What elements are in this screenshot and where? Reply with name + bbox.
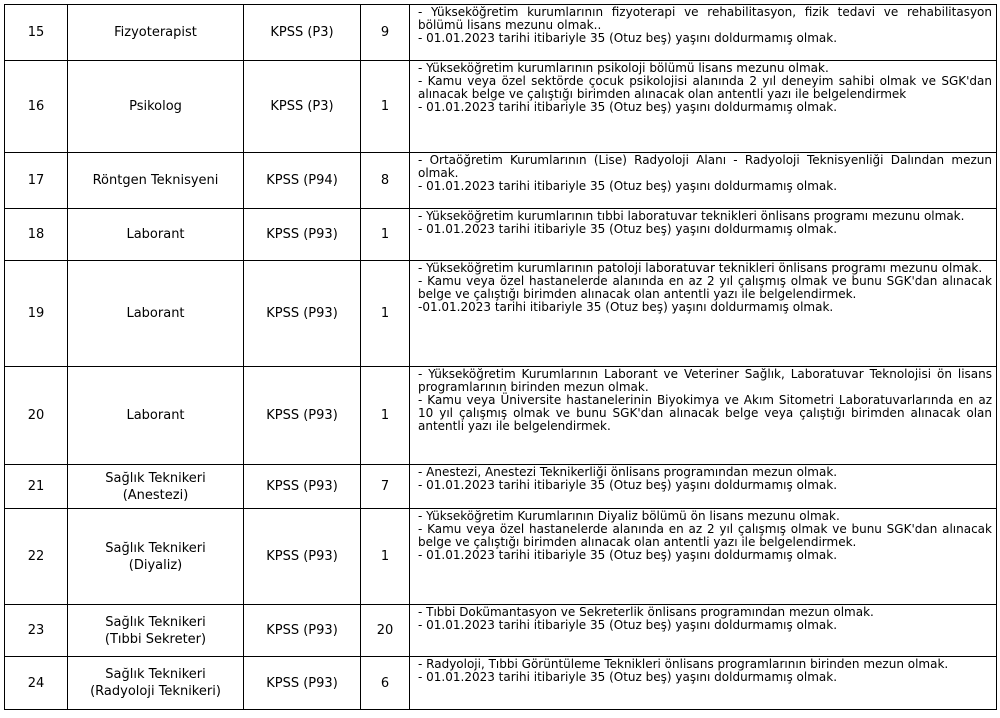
- requirement-line: - Kamu veya özel sektörde çocuk psikolojisi alanında 2 yıl deneyim sahibi olmak ve SGK'dan alınacak belge ve çalıştığı birimden alınacak olan antentli yazı ile belgelendirmek: [418, 74, 992, 101]
- exam-type: KPSS (P93): [244, 465, 361, 509]
- requirements-cell: [410, 509, 997, 605]
- requirement-line: - Yükseköğretim kurumlarının patoloji laboratuvar teknikleri önlisans programı mezunu olmak.: [418, 261, 983, 275]
- position-title-line: (Tıbbi Sekreter): [104, 631, 207, 647]
- position-count: 9: [361, 5, 410, 61]
- requirement-line: -01.01.2023 tarihi itibariyle 35 (Otuz beş) yaşını doldurmamış olmak.: [418, 300, 834, 314]
- position-count: 1: [361, 367, 410, 465]
- table-row: [5, 367, 997, 465]
- exam-type: KPSS (P94): [244, 153, 361, 209]
- exam-type: KPSS (P93): [244, 657, 361, 710]
- position-title-line: (Anestezi): [122, 487, 189, 503]
- exam-type: KPSS (P93): [244, 367, 361, 465]
- position-title-line: Fizyoterapist: [114, 25, 197, 40]
- position-count: 1: [361, 509, 410, 605]
- requirement-line: - Ortaöğretim Kurumlarının (Lise) Radyoloji Alanı - Radyoloji Teknisyenliği Dalından mezun olmak.: [418, 153, 992, 180]
- row-number: 23: [5, 605, 68, 657]
- requirement-line: - Yükseköğretim Kurumlarının Diyaliz bölümü ön lisans mezunu olmak.: [418, 509, 840, 523]
- position-title-line: Sağlık Teknikeri: [105, 540, 206, 556]
- exam-type: KPSS (P3): [244, 61, 361, 153]
- position-title-line: Psikolog: [129, 99, 182, 114]
- requirements-cell: [410, 261, 997, 367]
- table-row: [5, 209, 997, 261]
- position-title: [68, 465, 244, 509]
- requirements-cell: [410, 465, 997, 509]
- requirement-line: - 01.01.2023 tarihi itibariyle 35 (Otuz beş) yaşını doldurmamış olmak.: [418, 31, 838, 45]
- position-title-line: Röntgen Teknisyeni: [92, 173, 219, 188]
- requirement-line: - 01.01.2023 tarihi itibariyle 35 (Otuz beş) yaşını doldurmamış olmak.: [418, 478, 838, 492]
- position-title: [68, 61, 244, 153]
- position-count: 1: [361, 61, 410, 153]
- requirement-line: - Kamu veya Üniversite hastanelerinin Biyokimya ve Akım Sitometri Laboratuvarlarında en az 10 yıl çalışmış olmak ve bunu SGK'dan alınacak belge veya çalıştığı birimden alınacak olan antentli yazı ile belgelendirmek.: [418, 393, 992, 433]
- requirement-line: - 01.01.2023 tarihi itibariyle 35 (Otuz beş) yaşını doldurmamış olmak.: [418, 100, 838, 114]
- requirement-line: - Radyoloji, Tıbbi Görüntüleme Teknikleri önlisans programlarının birinden mezun olmak.: [418, 657, 949, 671]
- row-number: 15: [5, 5, 68, 61]
- exam-type: KPSS (P3): [244, 5, 361, 61]
- table-row: [5, 153, 997, 209]
- requirements-cell: [410, 657, 997, 710]
- position-count: 7: [361, 465, 410, 509]
- row-number: 19: [5, 261, 68, 367]
- table-row: [5, 261, 997, 367]
- exam-type: KPSS (P93): [244, 605, 361, 657]
- position-title-line: Laborant: [126, 227, 185, 242]
- requirement-line: - 01.01.2023 tarihi itibariyle 35 (Otuz beş) yaşını doldurmamış olmak.: [418, 179, 838, 193]
- requirements-cell: [410, 367, 997, 465]
- row-number: 22: [5, 509, 68, 605]
- requirement-line: - Tıbbi Dokümantasyon ve Sekreterlik önlisans programından mezun olmak.: [418, 605, 874, 619]
- position-count: 1: [361, 261, 410, 367]
- row-number: 16: [5, 61, 68, 153]
- position-title-line: (Radyoloji Teknikeri): [90, 684, 221, 699]
- requirement-line: - 01.01.2023 tarihi itibariyle 35 (Otuz beş) yaşını doldurmamış olmak.: [418, 222, 838, 236]
- requirement-line: - Kamu veya özel hastanelerde alanında en az 2 yıl çalışmış olmak ve bunu SGK'dan alınacak belge ve çalıştığı birimden alınacak olan antentli yazı ile belgelendirmek.: [418, 274, 992, 301]
- requirements-cell: [410, 5, 997, 61]
- position-title-line: Sağlık Teknikeri: [105, 614, 206, 630]
- position-title: [68, 605, 244, 657]
- position-title-line: Sağlık Teknikeri: [105, 667, 206, 682]
- position-count: 8: [361, 153, 410, 209]
- position-title: [68, 261, 244, 367]
- row-number: 24: [5, 657, 68, 710]
- requirement-line: - Yükseköğretim kurumlarının tıbbi laboratuvar teknikleri önlisans programı mezunu olmak.: [418, 209, 965, 223]
- position-count: 1: [361, 209, 410, 261]
- requirements-cell: [410, 605, 997, 657]
- requirement-line: - Anestezi, Anestezi Teknikerliği önlisans programından mezun olmak.: [418, 465, 838, 479]
- position-title-line: (Diyaliz): [128, 557, 183, 573]
- table-row: [5, 605, 997, 657]
- requirement-line: - 01.01.2023 tarihi itibariyle 35 (Otuz beş) yaşını doldurmamış olmak.: [418, 618, 838, 632]
- requirements-cell: [410, 61, 997, 153]
- position-title-line: Sağlık Teknikeri: [105, 470, 206, 486]
- table-row: [5, 657, 997, 710]
- exam-type: KPSS (P93): [244, 509, 361, 605]
- requirement-line: - Yükseköğretim Kurumlarının Laborant ve Veteriner Sağlık, Laboratuvar Teknolojisi ön lisans programlarının birinden mezun olmak.: [418, 367, 992, 394]
- position-title: [68, 153, 244, 209]
- table-row: [5, 61, 997, 153]
- position-title-line: Laborant: [126, 306, 185, 321]
- requirements-cell: [410, 153, 997, 209]
- document-page: [4, 4, 996, 710]
- position-title: [68, 367, 244, 465]
- requirement-line: - 01.01.2023 tarihi itibariyle 35 (Otuz beş) yaşını doldurmamış olmak.: [418, 548, 838, 562]
- requirements-cell: [410, 209, 997, 261]
- row-number: 21: [5, 465, 68, 509]
- position-title: [68, 509, 244, 605]
- exam-type: KPSS (P93): [244, 209, 361, 261]
- position-title: [68, 5, 244, 61]
- exam-type: KPSS (P93): [244, 261, 361, 367]
- requirement-line: - Kamu veya özel hastanelerde alanında en az 2 yıl çalışmış olmak ve bunu SGK'dan alınacak belge ve çalıştığı birimden alınacak olan antentli yazı ile belgelendirmek.: [418, 522, 992, 549]
- position-requirements-table: [4, 4, 997, 710]
- table-row: [5, 465, 997, 509]
- row-number: 18: [5, 209, 68, 261]
- position-title-line: Laborant: [126, 408, 185, 423]
- position-title: [68, 209, 244, 261]
- row-number: 20: [5, 367, 68, 465]
- table-row: [5, 509, 997, 605]
- requirement-line: - Yükseköğretim kurumlarının fizyoterapi ve rehabilitasyon, fizik tedavi ve rehabilitasyon bölümü lisans mezunu olmak..: [418, 5, 992, 32]
- requirement-line: - Yükseköğretim kurumlarının psikoloji bölümü lisans mezunu olmak.: [418, 61, 829, 75]
- position-title: [68, 657, 244, 710]
- requirement-line: - 01.01.2023 tarihi itibariyle 35 (Otuz beş) yaşını doldurmamış olmak.: [418, 670, 838, 684]
- row-number: 17: [5, 153, 68, 209]
- table-row: [5, 5, 997, 61]
- position-count: 20: [361, 605, 410, 657]
- position-count: 6: [361, 657, 410, 710]
